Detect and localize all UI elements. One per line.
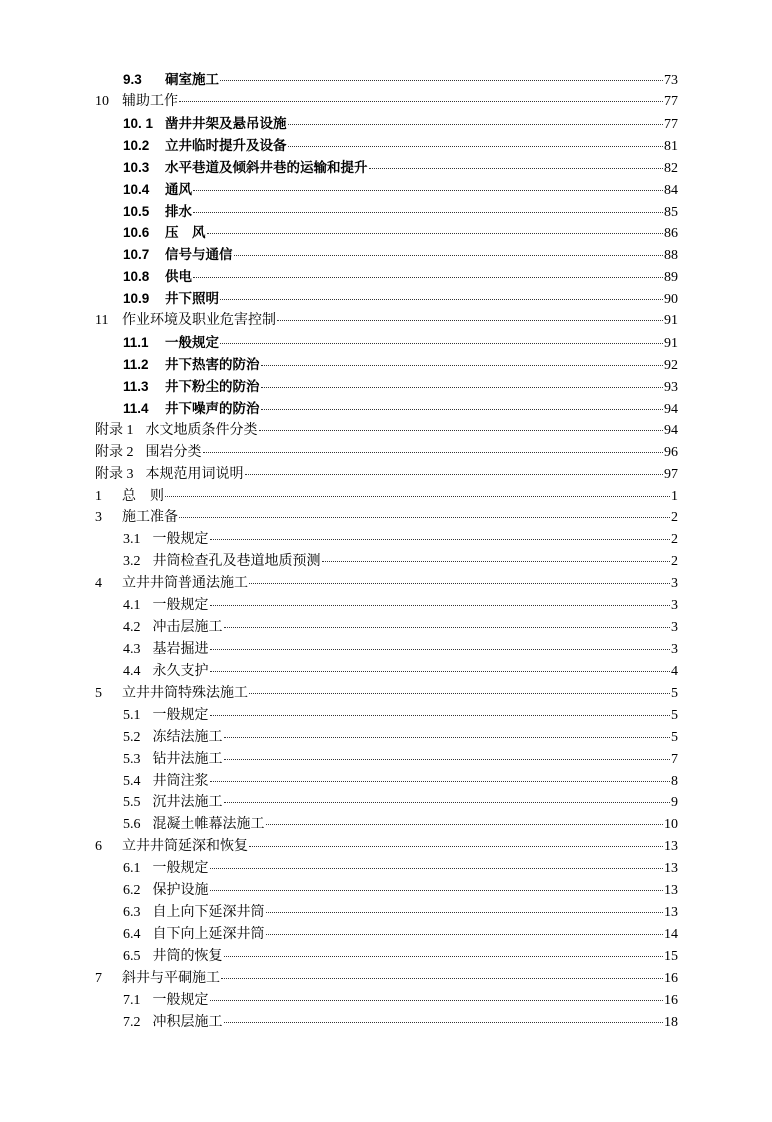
toc-entry-page: 3: [671, 598, 678, 614]
toc-entry[interactable]: [95, 814, 678, 836]
toc-entry-number: 4.3: [123, 641, 141, 657]
toc-entry-number: 11.4: [123, 400, 149, 416]
toc-entry-page: 18: [664, 1014, 678, 1030]
dot-leader: [210, 649, 671, 650]
dot-leader: [266, 824, 664, 825]
toc-entry[interactable]: [95, 354, 678, 376]
toc-entry-number: 5: [95, 685, 102, 701]
toc-entry-title: 井下热害的防治: [165, 356, 260, 372]
toc-entry[interactable]: [95, 683, 678, 705]
toc-entry[interactable]: [95, 69, 678, 91]
toc-entry-title: 辅助工作: [122, 93, 178, 109]
toc-entry[interactable]: [95, 135, 678, 157]
toc-entry[interactable]: [95, 902, 678, 924]
toc-entry-title: 排水: [165, 203, 192, 219]
toc-entry-title: 冲击层施工: [152, 620, 223, 636]
toc-entry-page: 13: [664, 883, 678, 899]
toc-entry-number: 6.5: [123, 948, 141, 964]
toc-entry[interactable]: [95, 880, 678, 902]
dot-leader: [193, 190, 663, 191]
toc-entry[interactable]: [95, 529, 678, 551]
toc-entry-title: 压 风: [165, 225, 206, 241]
dot-leader: [179, 517, 670, 518]
toc-entry[interactable]: [95, 573, 678, 595]
toc-entry-page: 82: [664, 160, 678, 176]
toc-entry-number: 10.3: [123, 159, 150, 175]
toc-entry-title: 立井井筒特殊法施工: [122, 685, 248, 701]
toc-entry-title: 水文地质条件分类: [145, 422, 258, 438]
toc-entry-number: 附录 2: [95, 444, 134, 460]
toc-entry-page: 92: [664, 357, 678, 373]
toc-entry-page: 13: [664, 861, 678, 877]
dot-leader: [261, 387, 664, 388]
toc-entry-title: 基岩掘进: [152, 641, 209, 657]
dot-leader: [210, 605, 671, 606]
toc-entry[interactable]: [95, 924, 678, 946]
toc-entry-number: 11.3: [123, 378, 149, 394]
toc-entry-number: 11: [95, 313, 109, 329]
toc-entry[interactable]: [95, 968, 678, 990]
toc-entry-page: 5: [671, 707, 678, 723]
toc-entry-page: 2: [671, 532, 678, 548]
dot-leader: [234, 255, 664, 256]
toc-entry-number: 6.4: [123, 926, 141, 942]
toc-entry-title: 自下向上延深井筒: [152, 926, 265, 942]
toc-entry-number: 10.8: [123, 269, 150, 285]
toc-entry[interactable]: [95, 486, 678, 508]
toc-entry-number: 4.2: [123, 620, 141, 636]
dot-leader: [221, 978, 663, 979]
toc-entry-title: 本规范用词说明: [145, 466, 244, 482]
toc-entry[interactable]: [95, 244, 678, 266]
toc-entry-number: 4: [95, 576, 102, 592]
toc-entry-title: 自上向下延深井筒: [152, 905, 265, 921]
toc-entry-page: 94: [664, 422, 678, 438]
dot-leader: [224, 956, 664, 957]
toc-entry-number: 4.1: [123, 598, 141, 614]
dot-leader: [179, 101, 663, 102]
toc-entry-page: 89: [664, 270, 678, 286]
toc-entry-number: 10.6: [123, 225, 150, 241]
toc-entry[interactable]: [95, 201, 678, 223]
dot-leader: [224, 737, 671, 738]
toc-entry-title: 供电: [165, 269, 192, 285]
toc-entry-number: 10. 1: [123, 115, 154, 131]
toc-entry[interactable]: [95, 639, 678, 661]
dot-leader: [220, 80, 663, 81]
dot-leader: [165, 496, 670, 497]
dot-leader: [220, 299, 663, 300]
dot-leader: [249, 693, 670, 694]
toc-entry[interactable]: [95, 990, 678, 1012]
toc-entry-title: 一般规定: [152, 532, 209, 548]
toc-entry-page: 14: [664, 926, 678, 942]
toc-entry-number: 4.4: [123, 663, 141, 679]
toc-entry-title: 作业环境及职业危害控制: [122, 313, 276, 329]
toc-entry[interactable]: [95, 705, 678, 727]
dot-leader: [210, 539, 671, 540]
toc-entry-page: 91: [664, 336, 678, 352]
dot-leader: [210, 1000, 664, 1001]
toc-entry-title: 井筒检查孔及巷道地质预测: [152, 554, 321, 570]
toc-entry-page: 4: [671, 663, 678, 679]
toc-entry[interactable]: [95, 288, 678, 310]
toc-entry[interactable]: [95, 310, 678, 332]
dot-leader: [210, 890, 664, 891]
toc-entry-page: 16: [664, 970, 678, 986]
toc-entry-title: 斜井与平硐施工: [122, 970, 220, 986]
toc-entry[interactable]: [95, 551, 678, 573]
toc-entry-title: 立井临时提升及设备: [165, 137, 287, 153]
toc-entry-page: 77: [664, 93, 678, 109]
toc-entry-page: 7: [671, 751, 678, 767]
toc-entry-page: 73: [664, 73, 678, 88]
toc-entry-page: 85: [664, 204, 678, 220]
toc-entry-title: 硐室施工: [165, 72, 219, 87]
table-of-contents: [95, 69, 678, 1034]
toc-entry-number: 5.6: [123, 817, 141, 833]
toc-entry[interactable]: [95, 398, 678, 420]
toc-entry-number: 1: [95, 488, 102, 504]
dot-leader: [210, 781, 671, 782]
toc-entry-title: 信号与通信: [165, 247, 233, 263]
dot-leader: [220, 343, 663, 344]
toc-entry-page: 16: [664, 992, 678, 1008]
toc-entry[interactable]: [95, 595, 678, 617]
toc-entry-title: 冲积层施工: [152, 1014, 223, 1030]
toc-entry[interactable]: [95, 332, 678, 354]
toc-entry[interactable]: [95, 617, 678, 639]
toc-entry[interactable]: [95, 836, 678, 858]
toc-entry-number: 7.2: [123, 1014, 141, 1030]
toc-entry-number: 6.2: [123, 883, 141, 899]
toc-entry-number: 附录 3: [95, 466, 134, 482]
toc-entry-page: 5: [671, 685, 678, 701]
toc-entry-page: 9: [671, 795, 678, 811]
dot-leader: [261, 409, 664, 410]
toc-entry-page: 3: [671, 576, 678, 592]
toc-entry-number: 5.5: [123, 795, 141, 811]
toc-entry-number: 11.1: [123, 335, 149, 351]
toc-entry-page: 1: [671, 488, 678, 504]
toc-entry[interactable]: [95, 222, 678, 244]
dot-leader: [259, 430, 664, 431]
toc-entry-title: 井下噪声的防治: [165, 400, 260, 416]
toc-entry[interactable]: [95, 113, 678, 135]
dot-leader: [369, 168, 664, 169]
dot-leader: [224, 802, 671, 803]
toc-entry[interactable]: [95, 1012, 678, 1034]
toc-entry-number: 3: [95, 510, 102, 526]
toc-entry-page: 96: [664, 444, 678, 460]
dot-leader: [322, 561, 671, 562]
dot-leader: [207, 233, 664, 234]
toc-entry-number: 3.1: [123, 532, 141, 548]
toc-entry-title: 水平巷道及倾斜井巷的运输和提升: [165, 159, 368, 175]
dot-leader: [193, 277, 663, 278]
toc-entry-title: 井筒注浆: [152, 773, 209, 789]
dot-leader: [288, 124, 663, 125]
toc-entry-number: 9.3: [123, 72, 142, 87]
toc-entry[interactable]: [95, 661, 678, 683]
toc-entry-number: 5.3: [123, 751, 141, 767]
toc-entry-page: 84: [664, 182, 678, 198]
toc-entry-title: 井筒的恢复: [152, 948, 223, 964]
toc-entry[interactable]: [95, 858, 678, 880]
toc-entry-number: 10: [95, 93, 109, 109]
dot-leader: [288, 146, 664, 147]
dot-leader: [245, 474, 664, 475]
toc-entry-page: 10: [664, 817, 678, 833]
toc-entry-number: 10.9: [123, 291, 150, 307]
toc-entry-title: 一般规定: [165, 335, 219, 351]
toc-entry-title: 一般规定: [152, 861, 209, 877]
toc-entry-number: 6.1: [123, 861, 141, 877]
toc-entry-number: 附录 1: [95, 422, 134, 438]
dot-leader: [224, 759, 671, 760]
toc-entry[interactable]: [95, 464, 678, 486]
toc-entry[interactable]: [95, 420, 678, 442]
toc-entry-title: 施工准备: [122, 510, 178, 526]
toc-entry[interactable]: [95, 157, 678, 179]
toc-entry-page: 5: [671, 729, 678, 745]
toc-entry-number: 5.2: [123, 729, 141, 745]
toc-entry-page: 88: [664, 248, 678, 264]
toc-entry-number: 5.1: [123, 707, 141, 723]
toc-entry-number: 3.2: [123, 554, 141, 570]
toc-entry[interactable]: [95, 442, 678, 464]
toc-entry-title: 立井井筒延深和恢复: [122, 839, 248, 855]
toc-entry[interactable]: [95, 91, 678, 113]
toc-entry[interactable]: [95, 507, 678, 529]
toc-entry-number: 6: [95, 839, 102, 855]
toc-entry[interactable]: [95, 749, 678, 771]
toc-entry[interactable]: [95, 179, 678, 201]
dot-leader: [224, 1022, 664, 1023]
toc-entry-title: 一般规定: [152, 707, 209, 723]
toc-entry-page: 90: [664, 292, 678, 308]
dot-leader: [266, 934, 664, 935]
toc-entry-title: 保护设施: [152, 883, 209, 899]
toc-entry[interactable]: [95, 771, 678, 793]
toc-entry-title: 一般规定: [152, 992, 209, 1008]
dot-leader: [261, 365, 664, 366]
toc-entry-title: 钻井法施工: [152, 751, 223, 767]
dot-leader: [249, 846, 663, 847]
toc-entry[interactable]: [95, 792, 678, 814]
toc-entry-page: 3: [671, 620, 678, 636]
dot-leader: [210, 671, 671, 672]
toc-entry-title: 井下照明: [165, 291, 219, 307]
toc-entry-page: 97: [664, 466, 678, 482]
dot-leader: [266, 912, 664, 913]
dot-leader: [203, 452, 664, 453]
toc-entry-number: 10.2: [123, 137, 150, 153]
toc-entry-page: 8: [671, 773, 678, 789]
dot-leader: [224, 627, 671, 628]
dot-leader: [210, 868, 664, 869]
toc-entry-title: 冻结法施工: [152, 729, 223, 745]
toc-entry-number: 10.5: [123, 203, 150, 219]
toc-entry-title: 永久支护: [152, 663, 209, 679]
toc-entry-page: 2: [671, 554, 678, 570]
toc-entry[interactable]: [95, 376, 678, 398]
toc-entry-page: 81: [664, 138, 678, 154]
dot-leader: [210, 715, 671, 716]
toc-entry[interactable]: [95, 266, 678, 288]
toc-entry-number: 5.4: [123, 773, 141, 789]
toc-entry-number: 7: [95, 970, 102, 986]
toc-entry-page: 93: [664, 379, 678, 395]
toc-entry-page: 86: [664, 226, 678, 242]
toc-entry[interactable]: [95, 727, 678, 749]
toc-entry-title: 井下粉尘的防治: [165, 378, 260, 394]
toc-entry-title: 沉井法施工: [152, 795, 223, 811]
toc-entry-title: 一般规定: [152, 598, 209, 614]
toc-entry-number: 7.1: [123, 992, 141, 1008]
toc-entry-title: 总 则: [122, 488, 164, 504]
dot-leader: [193, 212, 663, 213]
toc-entry-title: 立井井筒普通法施工: [122, 576, 248, 592]
dot-leader: [277, 320, 663, 321]
toc-entry-page: 13: [664, 839, 678, 855]
toc-entry-title: 通风: [165, 181, 192, 197]
toc-entry[interactable]: [95, 946, 678, 968]
toc-entry-page: 91: [664, 313, 678, 329]
toc-entry-page: 77: [664, 116, 678, 132]
toc-entry-page: 2: [671, 510, 678, 526]
toc-entry-title: 凿井井架及悬吊设施: [165, 115, 287, 131]
toc-entry-number: 10.4: [123, 181, 150, 197]
toc-entry-number: 11.2: [123, 356, 149, 372]
toc-entry-number: 6.3: [123, 905, 141, 921]
toc-entry-number: 10.7: [123, 247, 150, 263]
toc-entry-page: 3: [671, 641, 678, 657]
toc-entry-page: 13: [664, 905, 678, 921]
toc-entry-page: 15: [664, 948, 678, 964]
toc-entry-page: 94: [664, 401, 678, 417]
dot-leader: [249, 583, 670, 584]
toc-entry-title: 围岩分类: [145, 444, 202, 460]
toc-entry-title: 混凝土帷幕法施工: [152, 817, 265, 833]
